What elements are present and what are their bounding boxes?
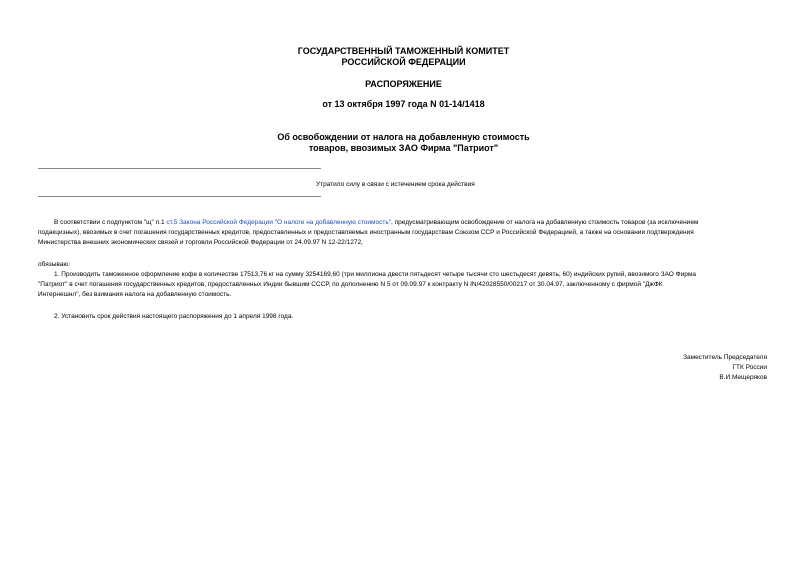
- preamble-line-3: Министерства внешних экономических связей и торговли Российской Федерации от 24.09.97 N 12-22/1272,: [38, 239, 363, 246]
- document-type: РАСПОРЯЖЕНИЕ: [365, 79, 442, 89]
- item-1-line-3: Интернешнл", без взимания налога на добавленную стоимость.: [38, 291, 232, 298]
- subject-line-1: Об освобождении от налога на добавленную стоимость: [277, 132, 530, 142]
- item-1-line-1: 1. Производить таможенное оформление кофе в количестве 17513,76 кг на сумму 3254169,60 (три миллиона двести пятьдесят четыре тысячи сто шестьдесят девять, 60) индийских рупий, ввозимого ЗАО Фирма: [54, 271, 696, 278]
- signature-block: [683, 353, 767, 383]
- item-1-paragraph: [38, 270, 768, 300]
- preamble-line-2: подакцизных), ввозимых в счет погашения государственных кредитов, предоставленных и предоставляемых иностранным государствам Союзом ССР и Российской Федерацией, а также на основании подтверждения: [38, 229, 694, 236]
- preamble-paragraph: [38, 218, 768, 248]
- preamble-text-b: , предусматривающим освобождение от налога на добавленную стоимость товаров (за исключением: [391, 219, 699, 226]
- item-2-line: 2. Установить срок действия настоящего распоряжения до 1 апреля 1998 года.: [54, 313, 294, 320]
- law-link[interactable]: ст.5 Закона Российской Федерации "О налоге на добавленную стоимость": [166, 219, 392, 226]
- divider-bottom: [38, 196, 321, 197]
- status-note: Утратило силу в связи с истечением срока действия: [316, 181, 475, 188]
- preamble-text-a: В соответствии с подпунктом "щ" п.1: [54, 219, 167, 226]
- divider-top: [38, 168, 321, 169]
- obligate-line: обязываю:: [38, 261, 71, 268]
- org-line-1: ГОСУДАРСТВЕННЫЙ ТАМОЖЕННЫЙ КОМИТЕТ: [297, 46, 510, 56]
- preamble-line-1: [38, 218, 768, 228]
- signature-org: ГТК России: [732, 364, 767, 371]
- item-2-paragraph: [38, 312, 768, 322]
- organization-name: [0, 46, 807, 68]
- signature-title: Заместитель Председателя: [683, 354, 767, 361]
- document-date-number: от 13 октября 1997 года N 01-14/1418: [322, 99, 485, 109]
- document-subject: [0, 132, 807, 154]
- org-line-2: РОССИЙСКОЙ ФЕДЕРАЦИИ: [341, 57, 466, 67]
- signature-name: В.И.Мещеряков: [719, 374, 767, 381]
- subject-line-2: товаров, ввозимых ЗАО Фирма "Патриот": [308, 143, 499, 153]
- item-1-line-2: "Патриот" в счет погашения государственных кредитов, предоставленных Индии бывшим СССР, по дополнению N 5 от 09.09.97 к контракту N IN/42028550/00217 от 30.04.97, заключенному с фирмой "ДжФК: [38, 281, 663, 288]
